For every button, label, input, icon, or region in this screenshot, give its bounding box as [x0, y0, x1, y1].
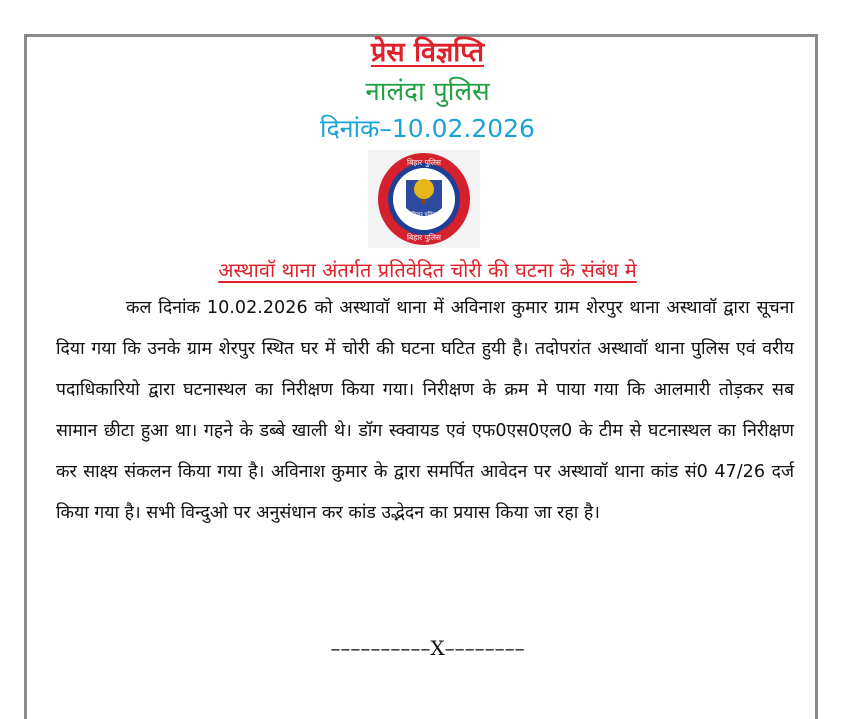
organization-title: नालंदा पुलिस [365, 77, 490, 107]
logo-top-text: बिहार पुलिस [407, 158, 441, 167]
bihar-police-logo [368, 150, 480, 248]
logo-inner-text: बिहार पुलिस [411, 212, 437, 218]
subject-heading: अस्थावॉ थाना अंतर्गत प्रतिवेदित चोरी की घटना के संबंध मे [218, 258, 637, 282]
date-line: दिनांक–10.02.2026 [320, 114, 535, 143]
press-release-title: प्रेस विज्ञप्ति [370, 37, 485, 68]
press-release-body: कल दिनांक 10.02.2026 को अस्थावॉ थाना में अविनाश कुमार ग्राम शेरपुर थाना अस्थावॉ द्वारा सूचना दिया गया कि उनके ग्राम शेरपुर स्थित घर में चोरी की घटना घटित हुयी है। तदोपरांत अस्थावॉ थाना पुलिस एवं वरीय पदाधिकारियो द्वारा घटनास्थल का निरीक्षण किया गया। निरीक्षण के क्रम मे पाया गया कि आलमारी तोड़कर सब सामान छीटा हुआ था। गहने के डब्बे खाली थे। डॉग स्क्वायड एवं एफ0एस0एल0 के टीम से घटनास्थल का निरीक्षण कर साक्ष्य संकलन किया गया है। अविनाश कुमार के द्वारा समर्पित आवेदन पर अस्थावॉ थाना कांड सं0 47/26 दर्ज किया गया है। सभी विन्दुओ पर अनुसंधान कर कांड उद्भेदन का प्रयास किया जा रहा है। [56, 298, 794, 523]
logo-bottom-text: बिहार पुलिस [407, 233, 441, 242]
end-marker: ––––––––––X–––––––– [330, 636, 525, 660]
